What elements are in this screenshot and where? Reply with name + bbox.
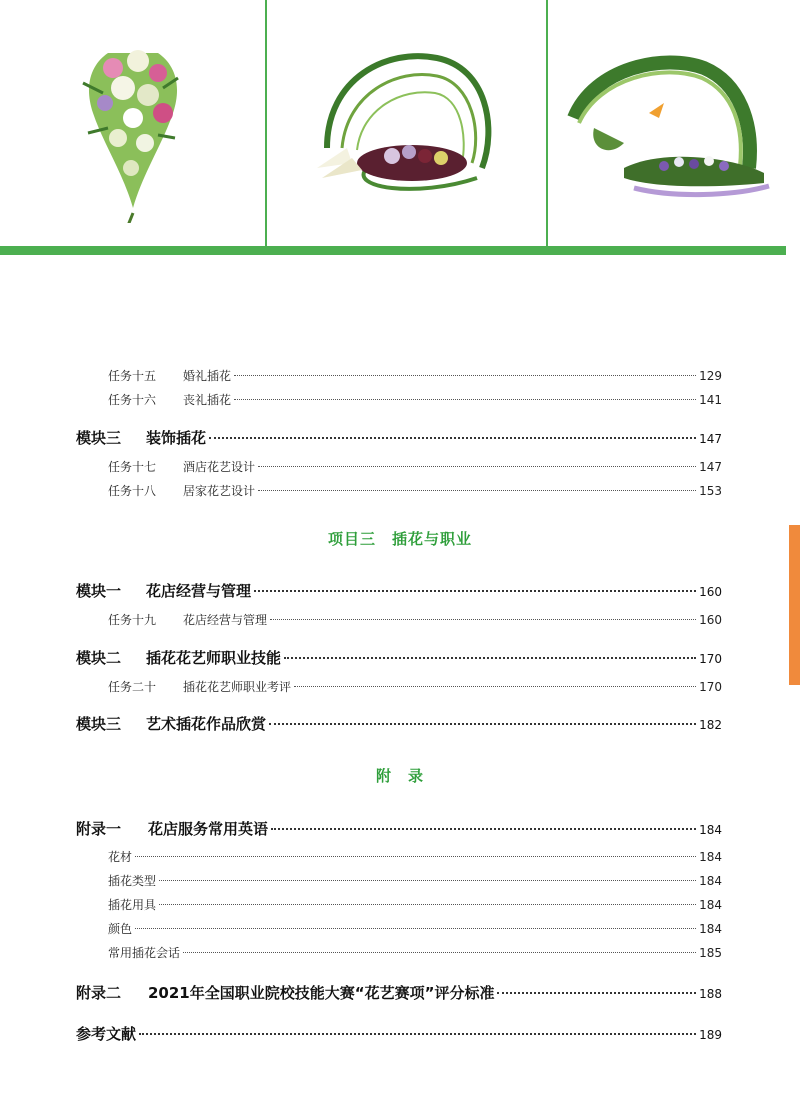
leader-dots	[183, 952, 696, 953]
leader-dots	[271, 828, 696, 830]
toc-title: 花材	[108, 850, 133, 864]
toc-page-number: 188	[699, 987, 722, 1001]
toc-task-17[interactable]	[108, 458, 722, 475]
toc-appendix-2[interactable]	[76, 982, 722, 1003]
toc-page-number: 153	[699, 484, 722, 498]
header-image-strip	[0, 0, 800, 256]
toc-module-2-skills[interactable]	[76, 647, 722, 668]
toc-sub-arrangement-types[interactable]	[108, 872, 722, 889]
toc-task-18[interactable]	[108, 482, 722, 499]
toc-title: 颜色	[108, 922, 133, 936]
toc-label: 任务十七	[108, 460, 157, 474]
toc-title: 花店经营与管理	[183, 613, 268, 627]
toc-task-19[interactable]	[108, 611, 722, 628]
toc-page-number: 184	[699, 922, 722, 936]
toc-title: 插花花艺师职业考评	[183, 680, 292, 694]
appendix-heading: 附 录	[375, 767, 424, 785]
toc-module-3-decorative[interactable]	[76, 427, 722, 448]
toc-page-number: 185	[699, 946, 722, 960]
toc-label: 模块一	[76, 582, 122, 600]
toc-references[interactable]	[76, 1023, 722, 1044]
toc-title: 花店服务常用英语	[148, 820, 269, 838]
toc-label: 附录一	[76, 820, 122, 838]
image-panel-1	[0, 0, 265, 246]
leader-dots	[258, 490, 696, 491]
toc-page-number: 170	[699, 680, 722, 694]
toc-sub-conversations[interactable]	[108, 944, 722, 961]
toc-task-16[interactable]	[108, 391, 722, 408]
toc-title: 艺术插花作品欣赏	[146, 715, 267, 733]
toc-page-number: 184	[699, 850, 722, 864]
leader-dots	[254, 590, 696, 592]
arched-leaf-arrangement-image	[307, 38, 507, 208]
leader-dots	[209, 437, 696, 439]
leader-dots	[159, 904, 696, 905]
toc-title: 居家花艺设计	[183, 484, 256, 498]
toc-sub-flower-materials[interactable]	[108, 848, 722, 865]
leader-dots	[234, 375, 696, 376]
toc-task-15[interactable]	[108, 367, 722, 384]
leader-dots	[159, 880, 696, 881]
wave-leaf-arrangement-image	[564, 48, 784, 198]
leader-dots	[269, 723, 696, 725]
side-orange-tab	[789, 525, 800, 685]
leader-dots	[135, 928, 696, 929]
header-green-bar	[0, 246, 786, 255]
toc-appendix-1[interactable]	[76, 818, 722, 839]
toc-title: 插花类型	[108, 874, 157, 888]
toc-sub-colors[interactable]	[108, 920, 722, 937]
toc-module-3-art[interactable]	[76, 713, 722, 734]
toc-label: 任务十九	[108, 613, 157, 627]
toc-page-number: 189	[699, 1028, 722, 1042]
toc-page-number: 182	[699, 718, 722, 732]
leader-dots	[294, 686, 696, 687]
toc-title: 2021年全国职业院校技能大赛“花艺赛项”评分标准	[148, 984, 495, 1002]
leader-dots	[497, 992, 696, 994]
toc-title: 常用插花会话	[108, 946, 181, 960]
toc-page-number: 184	[699, 823, 722, 837]
toc-title: 酒店花艺设计	[183, 460, 256, 474]
toc-page-number: 160	[699, 585, 722, 599]
toc-label: 任务十八	[108, 484, 157, 498]
toc-label: 任务二十	[108, 680, 157, 694]
leader-dots	[135, 856, 696, 857]
toc-page-number: 147	[699, 432, 722, 446]
leader-dots	[258, 466, 696, 467]
leader-dots	[234, 399, 696, 400]
toc-label: 附录二	[76, 984, 122, 1002]
toc-sub-tools[interactable]	[108, 896, 722, 913]
toc-title: 婚礼插花	[183, 369, 232, 383]
toc-page-number: 184	[699, 898, 722, 912]
toc-label: 模块三	[76, 715, 122, 733]
project-3-heading: 项目三 插花与职业	[327, 530, 472, 548]
toc-title: 插花用具	[108, 898, 157, 912]
toc-label: 模块三	[76, 429, 122, 447]
toc-page-number: 147	[699, 460, 722, 474]
toc-page-number: 170	[699, 652, 722, 666]
toc-label: 模块二	[76, 649, 122, 667]
leader-dots	[270, 619, 696, 620]
toc-page-number: 184	[699, 874, 722, 888]
toc-label: 任务十六	[108, 393, 157, 407]
cascade-bouquet-image	[63, 23, 203, 223]
toc-label: 任务十五	[108, 369, 157, 383]
toc-task-20[interactable]	[108, 678, 722, 695]
toc-page-number: 160	[699, 613, 722, 627]
leader-dots	[139, 1033, 696, 1035]
toc-title: 丧礼插花	[183, 393, 232, 407]
toc-page-number: 141	[699, 393, 722, 407]
toc-page-number: 129	[699, 369, 722, 383]
toc-title: 参考文献	[76, 1025, 137, 1043]
leader-dots	[284, 657, 696, 659]
toc-title: 花店经营与管理	[146, 582, 252, 600]
image-panel-3	[548, 0, 800, 246]
image-panel-2	[267, 0, 546, 246]
toc-title: 插花花艺师职业技能	[146, 649, 282, 667]
toc-title: 装饰插花	[146, 429, 207, 447]
toc-module-1-shop[interactable]	[76, 580, 722, 601]
